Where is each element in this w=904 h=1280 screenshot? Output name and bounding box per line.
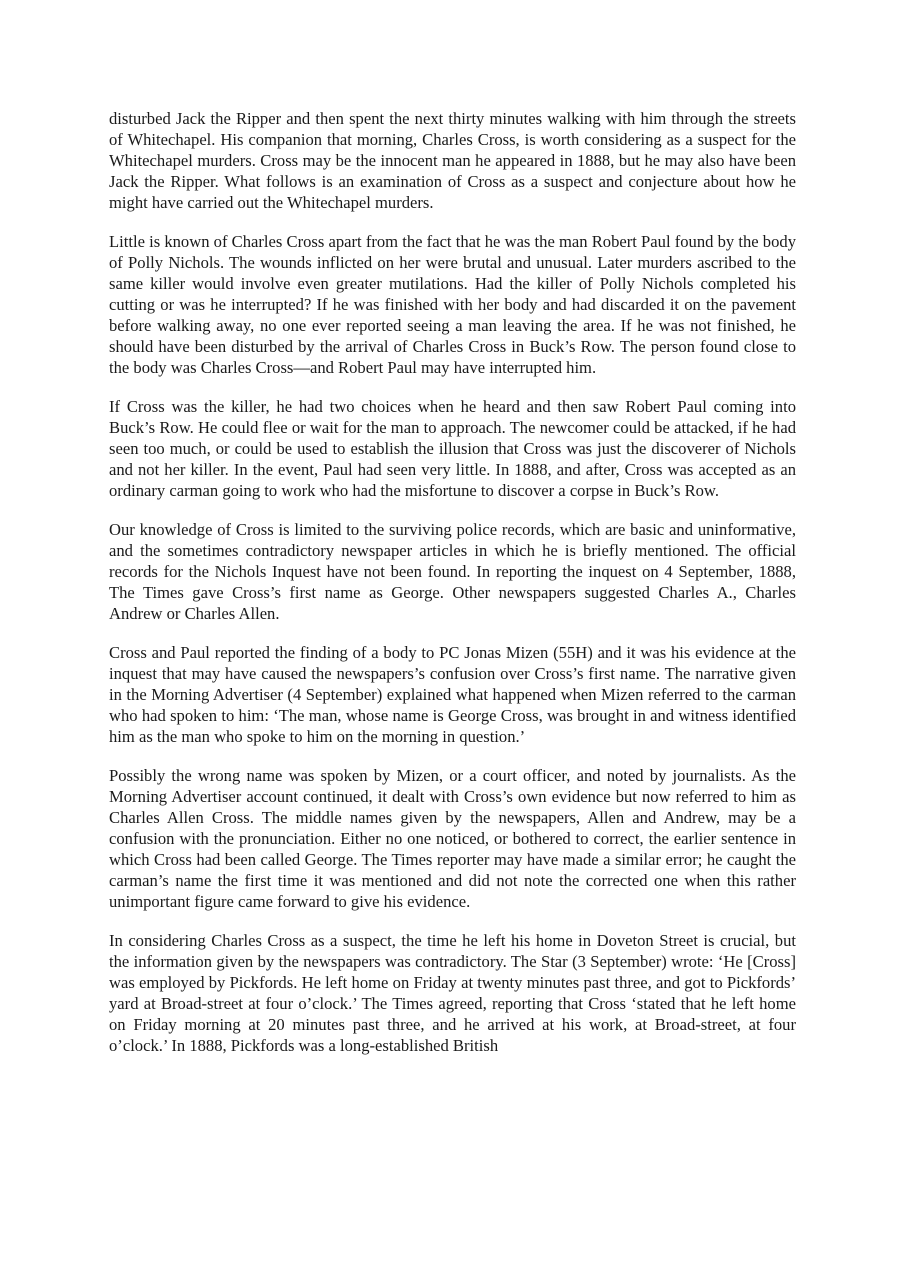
paragraph-6: Possibly the wrong name was spoken by Mizen, or a court officer, and noted by journalists. As the Morning Advertiser account continued, it dealt with Cross’s own evidence but now referred to him as Charles Allen Cross. The middle names given by the newspapers, Allen and Andrew, may be a confusion with the pronunciation. Either no one noticed, or bothered to correct, the earlier sentence in which Cross had been called George. The Times reporter may have made a similar error; he caught the carman’s name the first time it was mentioned and did not note the corrected one when this rather unimportant figure came forward to give his evidence. <box>109 766 796 911</box>
paragraph-7: In considering Charles Cross as a suspect, the time he left his home in Doveton Street is crucial, but the information given by the newspapers was contradictory. The Star (3 September) wrote: ‘He [Cross] was employed by Pickfords. He left home on Friday at twenty minutes past three, and got to Pickfords’ yard at Broad-street at four o’clock.’ The Times agreed, reporting that Cross ‘stated that he left home on Friday morning at 20 minutes past three, and he arrived at his work, at Broad-street, at four o’clock.’ In 1888, Pickfords was a long-established British <box>109 931 796 1055</box>
document-page <box>109 108 796 1074</box>
paragraph-3: If Cross was the killer, he had two choices when he heard and then saw Robert Paul coming into Buck’s Row. He could flee or wait for the man to approach. The newcomer could be attacked, if he had seen too much, or could be used to establish the illusion that Cross was just the discoverer of Nichols and not her killer. In the event, Paul had seen very little. In 1888, and after, Cross was accepted as an ordinary carman going to work who had the misfortune to discover a corpse in Buck’s Row. <box>109 397 796 500</box>
paragraph-1: disturbed Jack the Ripper and then spent the next thirty minutes walking with him through the streets of Whitechapel. His companion that morning, Charles Cross, is worth considering as a suspect for the Whitechapel murders. Cross may be the innocent man he appeared in 1888, but he may also have been Jack the Ripper. What follows is an examination of Cross as a suspect and conjecture about how he might have carried out the Whitechapel murders. <box>109 109 796 212</box>
paragraph-4: Our knowledge of Cross is limited to the surviving police records, which are basic and uninformative, and the sometimes contradictory newspaper articles in which he is briefly mentioned. The official records for the Nichols Inquest have not been found. In reporting the inquest on 4 September, 1888, The Times gave Cross’s first name as George. Other newspapers suggested Charles A., Charles Andrew or Charles Allen. <box>109 520 796 623</box>
paragraph-2: Little is known of Charles Cross apart from the fact that he was the man Robert Paul found by the body of Polly Nichols. The wounds inflicted on her were brutal and unusual. Later murders ascribed to the same killer would involve even greater mutilations. Had the killer of Polly Nichols completed his cutting or was he interrupted? If he was finished with her body and had discarded it on the pavement before walking away, no one ever reported seeing a man leaving the area. If he was not finished, he should have been disturbed by the arrival of Charles Cross in Buck’s Row. The person found close to the body was Charles Cross—and Robert Paul may have interrupted him. <box>109 232 796 377</box>
paragraph-5: Cross and Paul reported the finding of a body to PC Jonas Mizen (55H) and it was his evidence at the inquest that may have caused the newspapers’s confusion over Cross’s first name. The narrative given in the Morning Advertiser (4 September) explained what happened when Mizen referred to the carman who had spoken to him: ‘The man, whose name is George Cross, was brought in and witness identified him as the man who spoke to him on the morning in question.’ <box>109 643 796 746</box>
